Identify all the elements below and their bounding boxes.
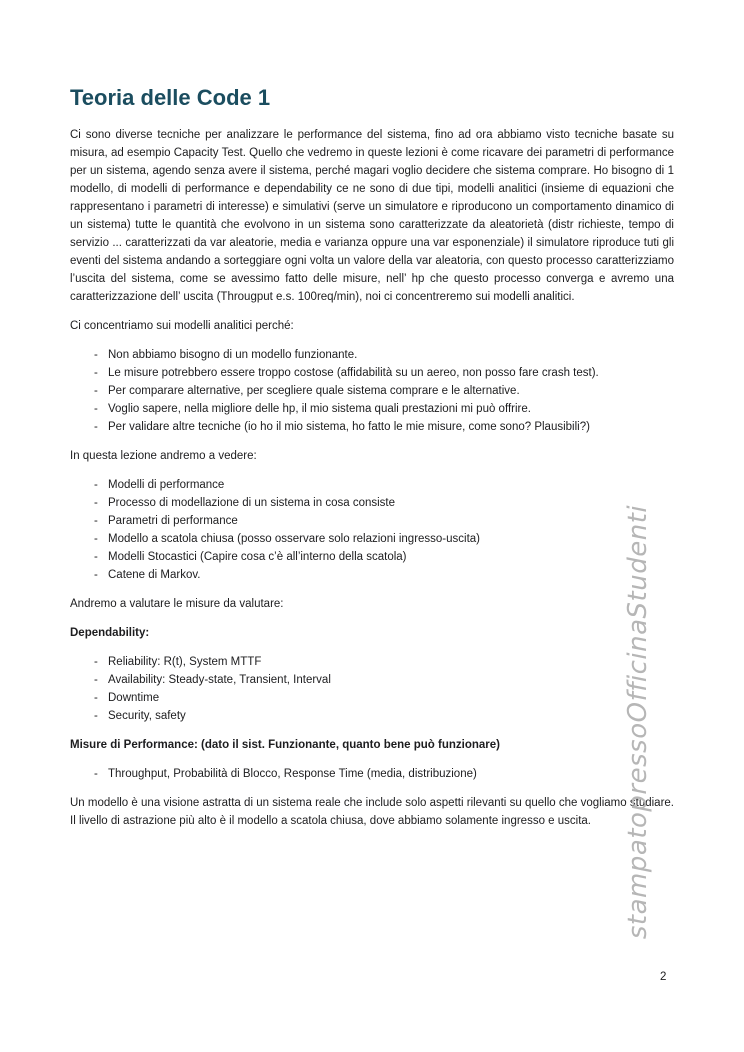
page-number: 2 [660, 971, 667, 983]
list-item: - Availability: Steady-state, Transient, Interval [108, 671, 674, 689]
list-item: - Per comparare alternative, per scegliere quale sistema comprare e le alternative. [108, 382, 674, 400]
list-item: - Parametri di performance [108, 512, 674, 530]
list-item: - Non abbiamo bisogno di un modello funzionante. [108, 346, 674, 364]
heading-dependability: Dependability: [70, 627, 150, 639]
heading-why-analytic-models: Ci concentriamo sui modelli analitici perché: [70, 320, 294, 332]
watermark: stampatopressoOfficinaStudenti [623, 504, 653, 940]
list-item: - Voglio sapere, nella migliore delle hp, il mio sistema quali prestazioni mi può offrire. [108, 400, 674, 418]
list-item: - Modelli di performance [108, 476, 674, 494]
page-content [70, 84, 674, 841]
page-title: Teoria delle Code 1 [70, 85, 271, 110]
list-item: - Processo di modellazione di un sistema in cosa consiste [108, 494, 674, 512]
list-item: - Catene di Markov. [108, 566, 674, 584]
list-item: - Reliability: R(t), System MTTF [108, 653, 674, 671]
list-lesson-topics [70, 476, 674, 584]
list-item: - Modelli Stocastici (Capire cosa c’è all’interno della scatola) [108, 548, 674, 566]
list-item: - Modello a scatola chiusa (posso osservare solo relazioni ingresso-uscita) [108, 530, 674, 548]
list-item: - Per validare altre tecniche (io ho il mio sistema, ho fatto le mie misure, come sono? Plausibili?) [108, 418, 674, 436]
list-dependability [70, 653, 674, 725]
heading-measures: Andremo a valutare le misure da valutare: [70, 598, 284, 610]
list-item: - Le misure potrebbero essere troppo costose (affidabilità su un aereo, non posso fare crash test). [108, 364, 674, 382]
paragraph-closing: Un modello è una visione astratta di un sistema reale che include solo aspetti rilevanti su quello che vogliamo studiare. Il livello di astrazione più alto è il modello a scatola chiusa, dove abbiamo solamente ingresso e uscita. [70, 797, 674, 827]
list-item: - Security, safety [108, 707, 674, 725]
list-performance-measures [70, 765, 674, 783]
list-item: - Downtime [108, 689, 674, 707]
heading-lesson-topics: In questa lezione andremo a vedere: [70, 450, 257, 462]
list-why-analytic-models [70, 346, 674, 436]
list-item: - Throughput, Probabilità di Blocco, Response Time (media, distribuzione) [108, 765, 674, 783]
paragraph-intro: Ci sono diverse tecniche per analizzare le performance del sistema, fino ad ora abbiamo visto tecniche basate su misura, ad esempio Capacity Test. Quello che vedremo in queste lezioni è come ricavare dei parametri di performance per un sistema, agendo senza avere il sistema, perché magari voglio decidere che sistema comprare. Ho bisogno di 1 modello, di modelli di performance e dependability ce ne sono di due tipi, modelli analitici (insieme di equazioni che rappresentano i parametri di interesse) e simulativi (serve un simulatore e riproducono un comportamento dinamico di un sistema) tutte le quantità che evolvono in un sistema sono caratterizzate da aleatorietà (distr richieste, tempo di servizio ... caratterizzati da var aleatorie, media e varianza oppure una var esponenziale) il simulatore riproduce tuti gli eventi del sistema andando a sorteggiare ogni volta un valore della var aleatoria, con questo processo caratterizziamo l’uscita del sistema, come se avessimo fatto delle misure, nell’ hp che questo processo converga e avremo una caratterizzazione dell’ uscita (Througput e.s. 100req/min), noi ci concentreremo sui modelli analitici. [70, 129, 674, 303]
heading-performance-measures: Misure di Performance: (dato il sist. Funzionante, quanto bene può funzionare) [70, 739, 500, 751]
